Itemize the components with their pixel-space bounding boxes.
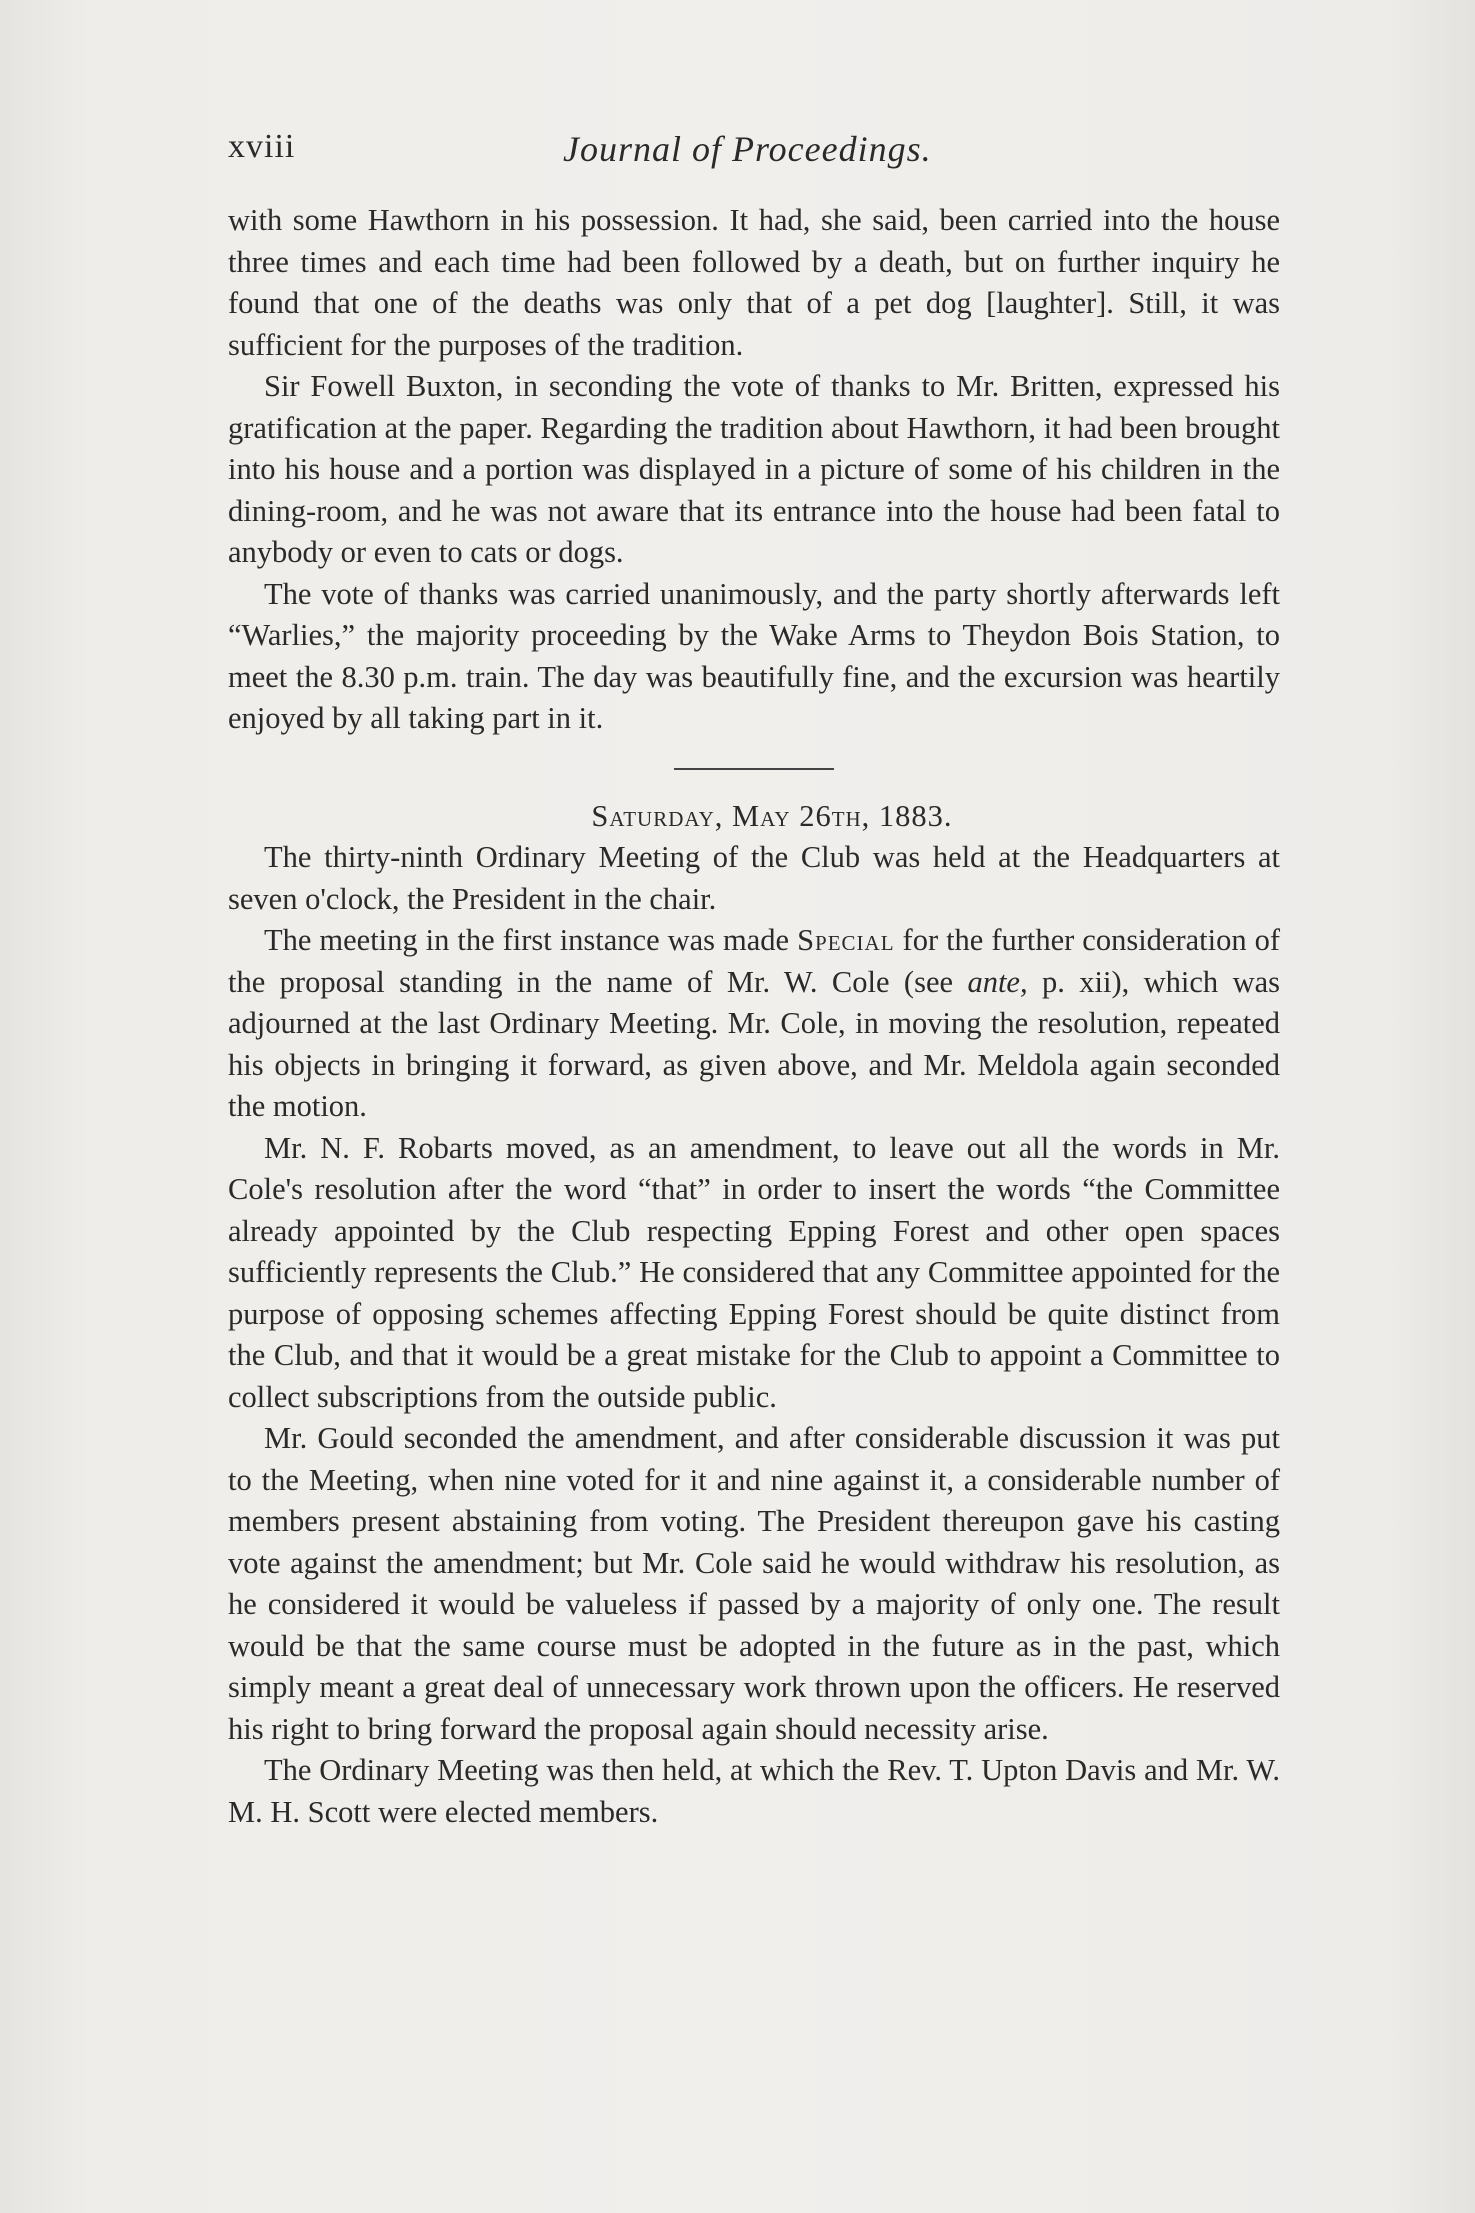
special-text-end: p. xii), which was adjourned at the last Ordinary Meeting. Mr. Cole, in moving the resolution, repeated his objects in bringing it forward, as given above, and Mr. Meldola again seconded the motion.	[228, 964, 1281, 1123]
body-text	[228, 200, 1280, 1833]
paragraph-continued: with some Hawthorn in his possession. It had, she said, been carried into the house three times and each time had been followed by a death, but on further inquiry he found that one of the deaths was only that of a pet dog [laughter]. Still, it was sufficient for the purposes of the tradition.	[228, 203, 1280, 362]
section-divider	[674, 768, 834, 770]
special-word: Special	[797, 923, 895, 957]
page-header	[228, 128, 1278, 178]
paragraph-vote-of-thanks: The vote of thanks was carried unanimously, and the party shortly afterwards left “Warlies,” the majority proceeding by the Wake Arms to Theydon Bois Station, to meet the 8.30 p.m. train. The day was beautifully fine, and the excursion was heartily enjoyed by all taking part in it.	[228, 576, 1280, 735]
ante-word: ante,	[967, 964, 1028, 999]
running-title: Journal of Proceedings.	[563, 129, 932, 169]
paragraph-elected-members: The Ordinary Meeting was then held, at which the Rev. T. Upton Davis and Mr. W. M. H. Scott were elected members.	[228, 1753, 1280, 1829]
special-text-after: for the further consideration of the proposal standing in the name of Mr. W. Cole (see	[228, 923, 1280, 999]
paragraph-gould-seconded: Mr. Gould seconded the amendment, and after considerable discussion it was put to the Meeting, when nine voted for it and nine against it, a considerable number of members present abstaining from voting. The President thereupon gave his casting vote against the amendment; but Mr. Cole said he would withdraw his resolution, as he considered it would be valueless if passed by a majority of only one. The result would be that the same course must be adopted in the future as in the past, which simply meant a great deal of unnecessary work thrown upon the officers. He reserved his right to bring forward the proposal again should necessity arise.	[228, 1421, 1280, 1746]
special-text-before: The meeting in the first instance was made	[264, 923, 790, 957]
page-number: xviii	[228, 128, 296, 165]
paragraph-buxton: Sir Fowell Buxton, in seconding the vote of thanks to Mr. Britten, expressed his gratification at the paper. Regarding the tradition about Hawthorn, it had been brought into his house and a portion was displayed in a picture of some of his children in the dining-room, and he was not aware that its entrance into the house had been fatal to anybody or even to cats or dogs.	[228, 369, 1280, 569]
paragraph-special-meeting	[228, 920, 1280, 1128]
paragraph-meeting-held: The thirty-ninth Ordinary Meeting of the Club was held at the Headquarters at seven o'clock, the President in the chair.	[228, 840, 1280, 916]
section-date-heading: Saturday, May 26th, 1883.	[591, 798, 953, 833]
paragraph-robarts-amendment: Mr. N. F. Robarts moved, as an amendment, to leave out all the words in Mr. Cole's resolution after the word “that” in order to insert the words “the Committee already appointed by the Club respecting Epping Forest and other open spaces sufficiently represents the Club.” He considered that any Committee appointed for the purpose of opposing schemes affecting Epping Forest should be quite distinct from the Club, and that it would be a great mistake for the Club to appoint a Committee to collect subscriptions from the outside public.	[228, 1130, 1280, 1414]
